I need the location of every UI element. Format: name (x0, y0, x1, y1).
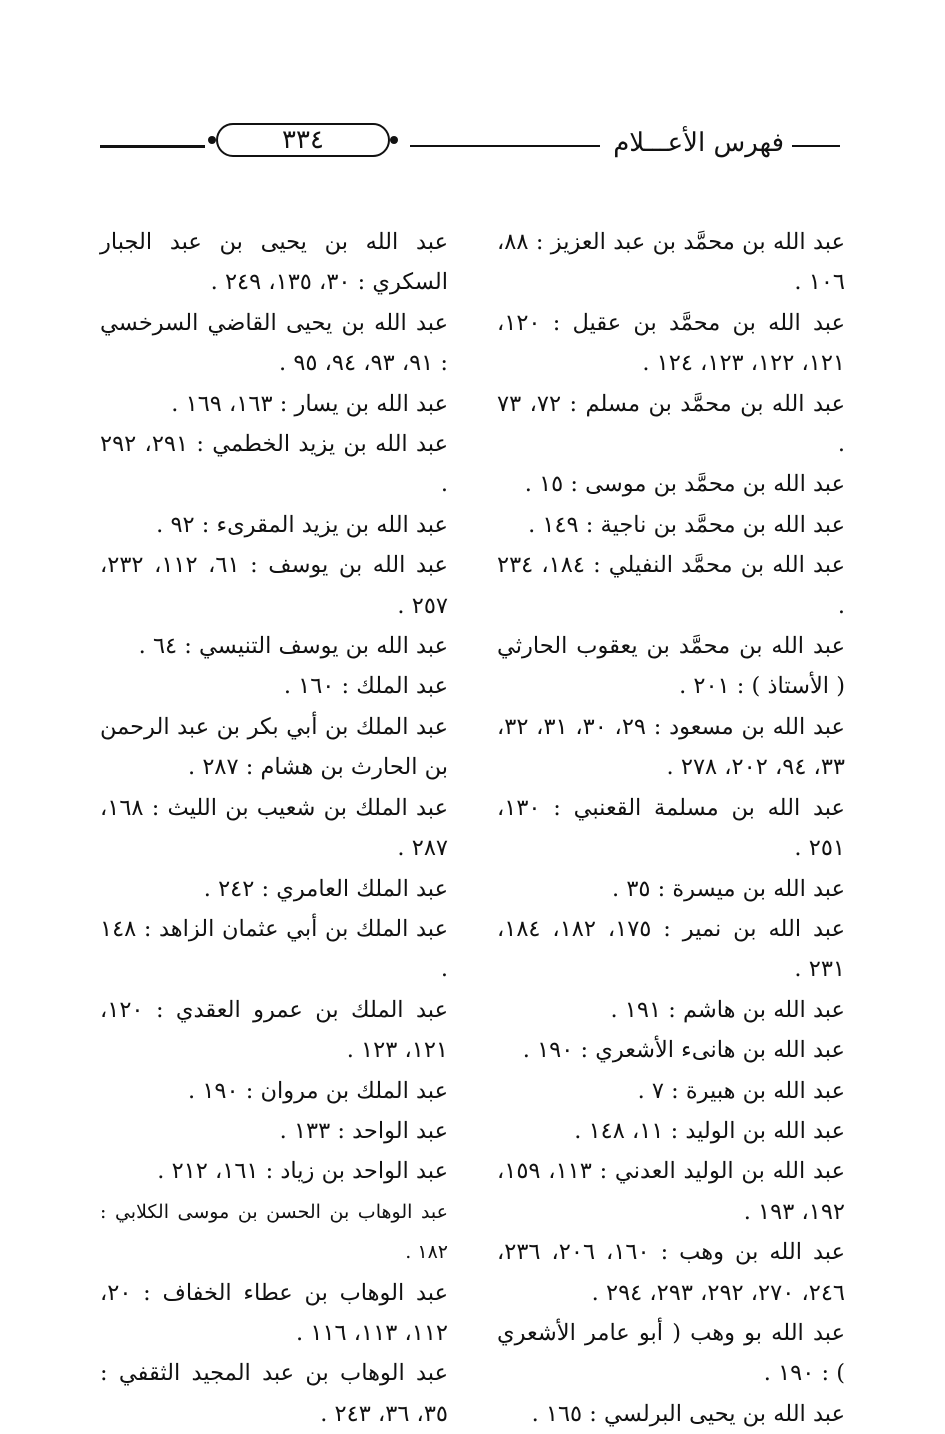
index-entry: عبد الله بن يحيى بن عبد الجبار السكري : ٣٠، ١٣٥، ٢٤٩ . (100, 229, 448, 296)
index-entry: عبد الله بن يحيى البرلسي : ١٦٥ . (531, 1400, 845, 1427)
index-entry: عبد الله بن مسلمة القعنبي : ١٣٠، ٢٥١ . (497, 794, 845, 862)
index-entry: عبد الله بن محمَّد بن عقيل : ١٢٠، ١٢١، ١٢٢، ١٢٣، ١٢٤ . (497, 309, 845, 377)
index-entry: عبد الواحد بن زياد : ١٦١، ٢١٢ . (157, 1158, 448, 1185)
index-entry: عبد الله بن يحيى القاضي السرخسي : ٩١، ٩٣، ٩٤، ٩٥ . (100, 309, 448, 377)
page-header (100, 118, 840, 168)
index-entry: عبد الله بو وهب ( أبو عامر الأشعري ) : ١٩٠ . (497, 1319, 845, 1387)
index-entry: عبد الله بن محمَّد بن عبد العزيز : ٨٨، ١٠٦ . (497, 229, 845, 296)
header-rule-right (792, 145, 840, 147)
index-entry: عبد الله بن محمَّد بن يعقوب الحارثي ( الأستاذ ) : ٢٠١ . (497, 633, 845, 700)
frame-dot-right (390, 136, 398, 144)
index-column-left (100, 222, 448, 1434)
index-entry: عبد الله بن محمَّد بن ناجية : ١٤٩ . (528, 511, 845, 538)
index-column-right (497, 222, 845, 1434)
index-entry: عبد الله بن يسار : ١٦٣، ١٦٩ . (171, 390, 448, 417)
index-entry: عبد الله بن محمَّد النفيلي : ١٨٤، ٢٣٤ . (497, 552, 845, 619)
index-entry: عبد الوهاب بن عبد المجيد الثقفي : ٣٥، ٣٦، ٢٤٣ . (100, 1360, 448, 1427)
index-entry: عبد الله بن هبيرة : ٧ . (637, 1077, 845, 1104)
index-entry: عبد الملك بن أبي بكر بن عبد الرحمن بن الحارث بن هشام : ٢٨٧ . (100, 713, 448, 781)
index-entry: عبد الله بن ميسرة : ٣٥ . (612, 875, 845, 902)
index-entry: عبد الله بن الوليد : ١١، ١٤٨ . (574, 1117, 845, 1144)
index-entry: عبد الله بن الوليد العدني : ١١٣، ١٥٩، ١٩٢، ١٩٣ . (497, 1158, 845, 1225)
header-rule-middle (410, 145, 600, 147)
header-rule-left (100, 145, 205, 148)
index-entry: عبد الله بن يزيد المقرىء : ٩٢ . (156, 511, 448, 538)
index-entry: عبد الله بن هاشم : ١٩١ . (610, 996, 845, 1023)
page-number: ٣٣٤ (282, 125, 324, 155)
page-number-frame (208, 123, 398, 159)
index-entry: عبد الوهاب بن عطاء الخفاف : ٢٠، ١١٢، ١١٣، ١١٦ . (100, 1279, 448, 1346)
frame-dot-left (208, 136, 216, 144)
index-entry: عبد الله بن يوسف : ٦١، ١١٢، ٢٣٢، ٢٥٧ . (100, 552, 448, 619)
index-entry: عبد الواحد : ١٣٣ . (279, 1117, 448, 1144)
index-entry: عبد الملك بن شعيب بن الليث : ١٦٨، ٢٨٧ . (100, 794, 448, 862)
index-entry: عبد الله بن يزيد الخطمي : ٢٩١، ٢٩٢ . (100, 431, 448, 498)
index-entry: عبد الوهاب بن الحسن بن موسى الكلابي : ١٨٢ . (100, 1200, 448, 1264)
index-entry: عبد الملك : ١٦٠ . (283, 673, 448, 700)
index-entry: عبد الملك العامري : ٢٤٢ . (203, 875, 448, 902)
index-entry: عبد الملك بن عمرو العقدي : ١٢٠، ١٢١، ١٢٣ . (100, 996, 448, 1064)
index-title: فهرس الأعـــلام (613, 128, 784, 158)
index-entry: عبد الله بن وهب : ١٦٠، ٢٠٦، ٢٣٦، ٢٤٦، ٢٧٠، ٢٩٢، ٢٩٣، ٢٩٤ . (497, 1239, 846, 1306)
index-entry: عبد الله بن نمير : ١٧٥، ١٨٢، ١٨٤، ٢٣١ . (497, 915, 845, 983)
index-entry: عبد الله بن يوسف التنيسي : ٦٤ . (138, 633, 448, 660)
index-entry: عبد الله بن محمَّد بن موسى : ١٥ . (524, 471, 845, 498)
index-entry: عبد الله بن هانىء الأشعري : ١٩٠ . (522, 1037, 845, 1064)
index-entry: عبد الملك بن أبي عثمان الزاهد : ١٤٨ . (100, 915, 448, 983)
index-entry: عبد الله بن مسعود : ٢٩، ٣٠، ٣١، ٣٢، ٣٣، ٩٤، ٢٠٢، ٢٧٨ . (497, 713, 845, 781)
index-entry: عبد الله بن محمَّد بن مسلم : ٧٢، ٧٣ . (497, 390, 845, 458)
index-entry: عبد الملك بن مروان : ١٩٠ . (188, 1077, 448, 1104)
